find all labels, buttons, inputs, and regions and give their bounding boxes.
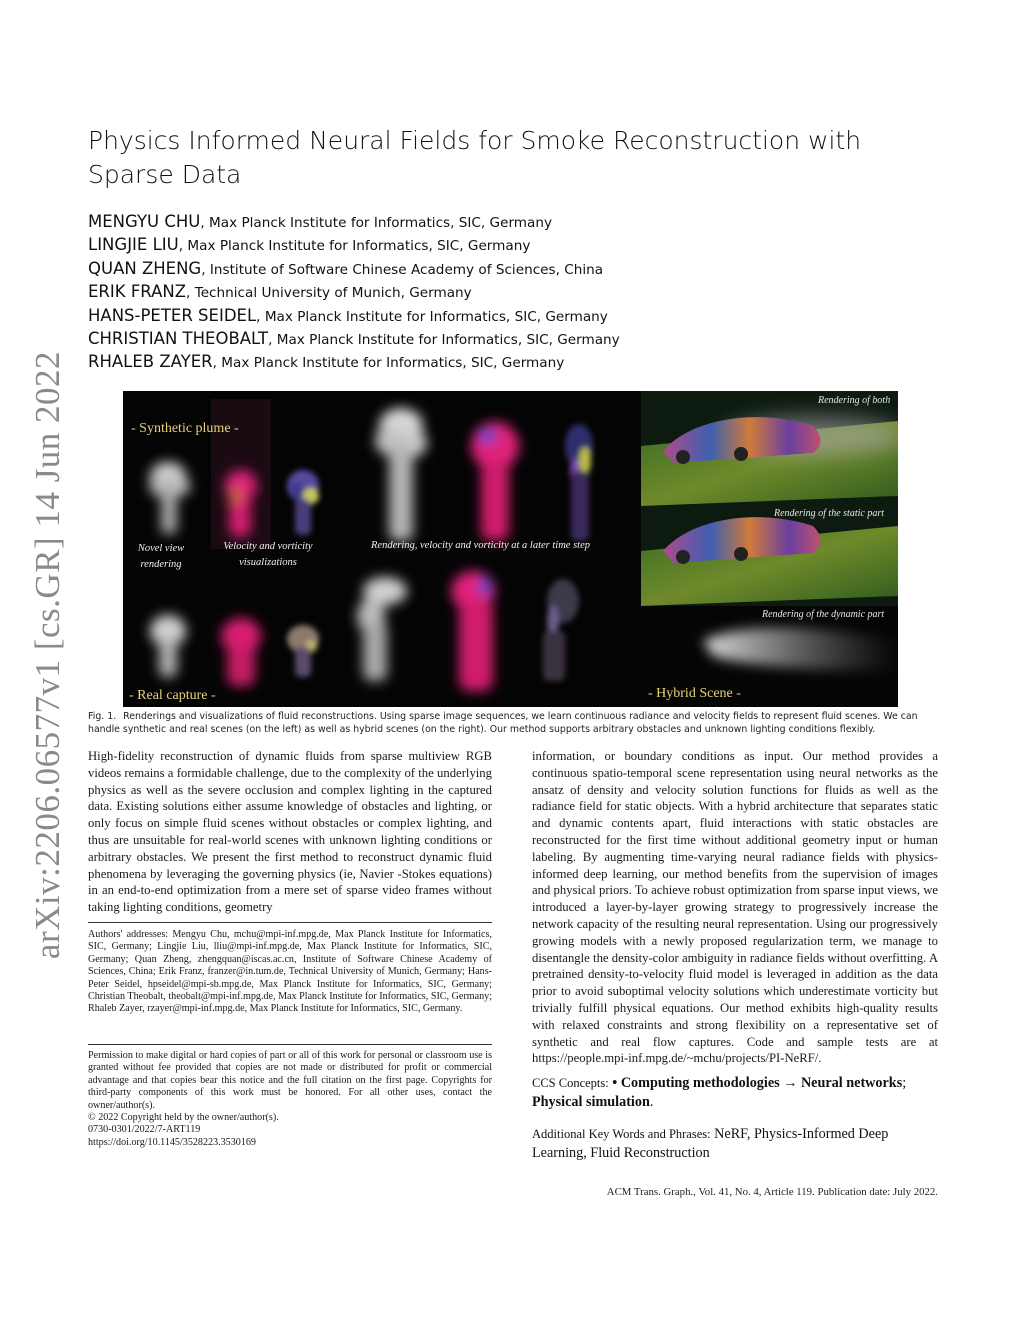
arxiv-identifier: arXiv:2206.06577v1 [cs.GR] 14 Jun 2022 — [28, 350, 67, 960]
ccs-arrow: → — [783, 1075, 798, 1091]
author-name: QUAN ZHENG — [88, 258, 202, 278]
author-list — [88, 210, 948, 374]
author-name: LINGJIE LIU — [88, 235, 179, 255]
author-entry: ERIK FRANZ, Technical University of Munich, Germany — [88, 282, 472, 302]
keywords-text: NeRF, Physics-Informed Deep Learning, Fluid Reconstruction — [532, 1126, 889, 1161]
permission-notice — [88, 1050, 492, 1149]
author-affiliation: Max Planck Institute for Informatics, SIC, Germany — [264, 308, 608, 325]
author-entry: CHRISTIAN THEOBALT, Max Planck Institute for Informatics, SIC, Germany — [88, 328, 620, 348]
author-entry: QUAN ZHENG, Institute of Software Chinese Academy of Sciences, China — [88, 258, 604, 278]
ccs-separator: ; — [902, 1075, 907, 1091]
paper-title: Physics Informed Neural Fields for Smoke Reconstruction with Sparse Data — [88, 126, 862, 189]
label-novel-view: Novel view rendering — [137, 543, 185, 570]
copyright-line: © 2022 Copyright held by the owner/author(s). — [88, 1112, 279, 1124]
author-name: MENGYU CHU — [88, 212, 201, 231]
label-rendering-both: Rendering of both — [818, 395, 891, 406]
car-wheel — [676, 450, 690, 464]
abstract-left-column: High-fidelity reconstruction of dynamic fluids from sparse multiview RGB videos remains a formidable challenge, due to the complexity of the underlying physics as well as the severe occlusion and complex lighting in the captured data. Existing solutions either assume knowledge of obstacles and lighting, or only focus on simple fluid scenes without obstacles or complex lighting, and thus are unsuitable for real-world scenes with unknown lighting conditions or arbitrary obstacles. We present the first method to reconstruct dynamic fluid phenomena by leveraging the governing physics (ie, Navier -Stokes equations) in an end-to-end optimization from a mere set of sparse video frames without taking lighting conditions, geometry — [88, 749, 492, 915]
ccs-concept: Computing methodologies — [620, 1075, 780, 1091]
doi-link[interactable]: https://doi.org/10.1145/3528223.3530169 — [88, 1136, 256, 1148]
label-later-time-step: Rendering, velocity and vorticity at a later time step — [371, 540, 590, 551]
author-name: ERIK FRANZ — [88, 282, 187, 302]
author-entry: RHALEB ZAYER, Max Planck Institute for Informatics, SIC, Germany — [88, 352, 565, 372]
authors-addresses: Authors' addresses: Mengyu Chu, mchu@mpi-inf.mpg.de, Max Planck Institute for Informatics, SIC, Germany; Lingjie Liu, lliu@mpi-inf.mpg.de, Max Planck Institute for Informatics, SIC, Germany; Quan Zheng, zhengquan@iscas.ac.cn, Institute of Software Chinese Academy of Sciences, China; Erik Franz, franzer@in.tum.de, Technical University of Munich, Germany; Hans-Peter Seidel, hpseidel@mpi-sb.mpg.de, Max Planck Institute for Informatics, SIC, Germany; Christian Theobalt, theobalt@mpi-inf.mpg.de, Max Planck Institute for Informatics, SIC, Germany; Rhaleb Zayer, rzayer@mpi-inf.mpg.de, Max Planck Institute for Informatics, SIC, Germany. — [88, 929, 492, 1015]
author-name: HANS-PETER SEIDEL — [88, 305, 257, 325]
ccs-label: CCS Concepts: — [532, 1076, 609, 1090]
author-name: RHALEB ZAYER — [88, 352, 213, 372]
figure-caption-text: Renderings and visualizations of fluid reconstructions. Using sparse image sequences, we learn continuous radiance and velocity fields to represent fluid scenes. We can handle synthetic and real scenes (on the left) as well as hybrid scenes (on the right). Our method supports arbitrary obstacles and unknown lighting conditions flexibly. — [88, 711, 918, 735]
author-name: CHRISTIAN THEOBALT — [88, 328, 269, 348]
permission-text: Permission to make digital or hard copies of part or all of this work for personal or classroom use is granted without fee provided that copies are not made or distributed for profit or commercial advantage and that copies bear this notice and the full citation on the first page. Copyrights for third-party components of this work must be honored. For all other uses, contact the owner/author(s). — [88, 1050, 492, 1111]
figure-caption — [88, 710, 948, 736]
abstract-right-column: information, or boundary conditions as input. Our method provides a continuous spatio-temporal scene representation using neural networks as the ansatz of density and velocity solution functions for fluids as well as the radiance field for static objects. With a hybrid architecture that separates static and dynamic contents apart, fluid interactions with static obstacles are reconstructed for the first time without additional geometry input or human labeling. By augmenting time-varying neural radiance fields with physics-informed deep learning, our method benefits from the supervision of images and physical priors. To achieve robust optimization from sparse input views, we introduced a layer-by-layer growing strategy to progressively increase the network capacity of the resulting neural representation. Using our progressively growing models with a newly proposed regularization term, we manage to disentangle the density-color ambiguity in radiance fields without overfitting. A pretrained density-to-velocity fluid model is leveraged in addition as the data prior to avoid suboptimal velocity solutions which underestimate vorticity but trivially fulfill physical equations. Our method exhibits high-quality results with relaxed constraints and strong flexibility on a representative set of synthetic and real flow captures. Code and sample tests are at https://people.mpi-inf.mpg.de/~mchu/projects/PI-NeRF/. — [532, 749, 938, 1066]
author-affiliation: Max Planck Institute for Informatics, SIC, Germany — [209, 215, 553, 231]
ccs-bullet: • — [612, 1075, 618, 1091]
author-entry: MENGYU CHU, Max Planck Institute for Informatics, SIC, Germany — [88, 212, 553, 231]
label-velocity-vorticity: Velocity and vorticity visualizations — [223, 541, 313, 568]
author-affiliation: Technical University of Munich, Germany — [194, 285, 472, 302]
car-wheel — [734, 547, 748, 561]
ccs-concept: Physical simulation — [532, 1094, 650, 1110]
author-affiliation: Max Planck Institute for Informatics, SIC, Germany — [276, 331, 620, 348]
issn-line: 0730-0301/2022/7-ART119 — [88, 1124, 201, 1136]
label-hybrid-scene: - Hybrid Scene - — [648, 686, 741, 701]
arxiv-sidebar-stamp — [8, 350, 88, 960]
label-rendering-static: Rendering of the static part — [774, 508, 884, 519]
label-real-capture: - Real capture - — [129, 688, 216, 703]
author-affiliation: Max Planck Institute for Informatics, SIC, Germany — [221, 355, 565, 372]
author-affiliation: Institute of Software Chinese Academy of Sciences, China — [209, 261, 604, 278]
running-footer: ACM Trans. Graph., Vol. 41, No. 4, Article 119. Publication date: July 2022. — [606, 1186, 938, 1198]
author-affiliation: Max Planck Institute for Informatics, SIC, Germany — [187, 238, 531, 255]
keywords-label: Additional Key Words and Phrases: — [532, 1127, 711, 1141]
car-wheel — [676, 550, 690, 564]
author-entry: HANS-PETER SEIDEL, Max Planck Institute for Informatics, SIC, Germany — [88, 305, 608, 325]
keywords — [532, 1125, 938, 1163]
label-rendering-dynamic: Rendering of the dynamic part — [762, 609, 885, 620]
author-entry: LINGJIE LIU, Max Planck Institute for Informatics, SIC, Germany — [88, 235, 531, 255]
teaser-figure — [123, 391, 898, 707]
ccs-concept: Neural networks — [800, 1075, 903, 1091]
label-synthetic-plume: - Synthetic plume - — [131, 421, 239, 436]
ccs-concepts — [532, 1074, 938, 1112]
figure-number: Fig. 1. — [88, 711, 117, 722]
permission-divider — [88, 1044, 492, 1045]
ccs-end: . — [649, 1094, 654, 1110]
car-wheel — [734, 447, 748, 461]
footnote-divider — [88, 922, 492, 923]
